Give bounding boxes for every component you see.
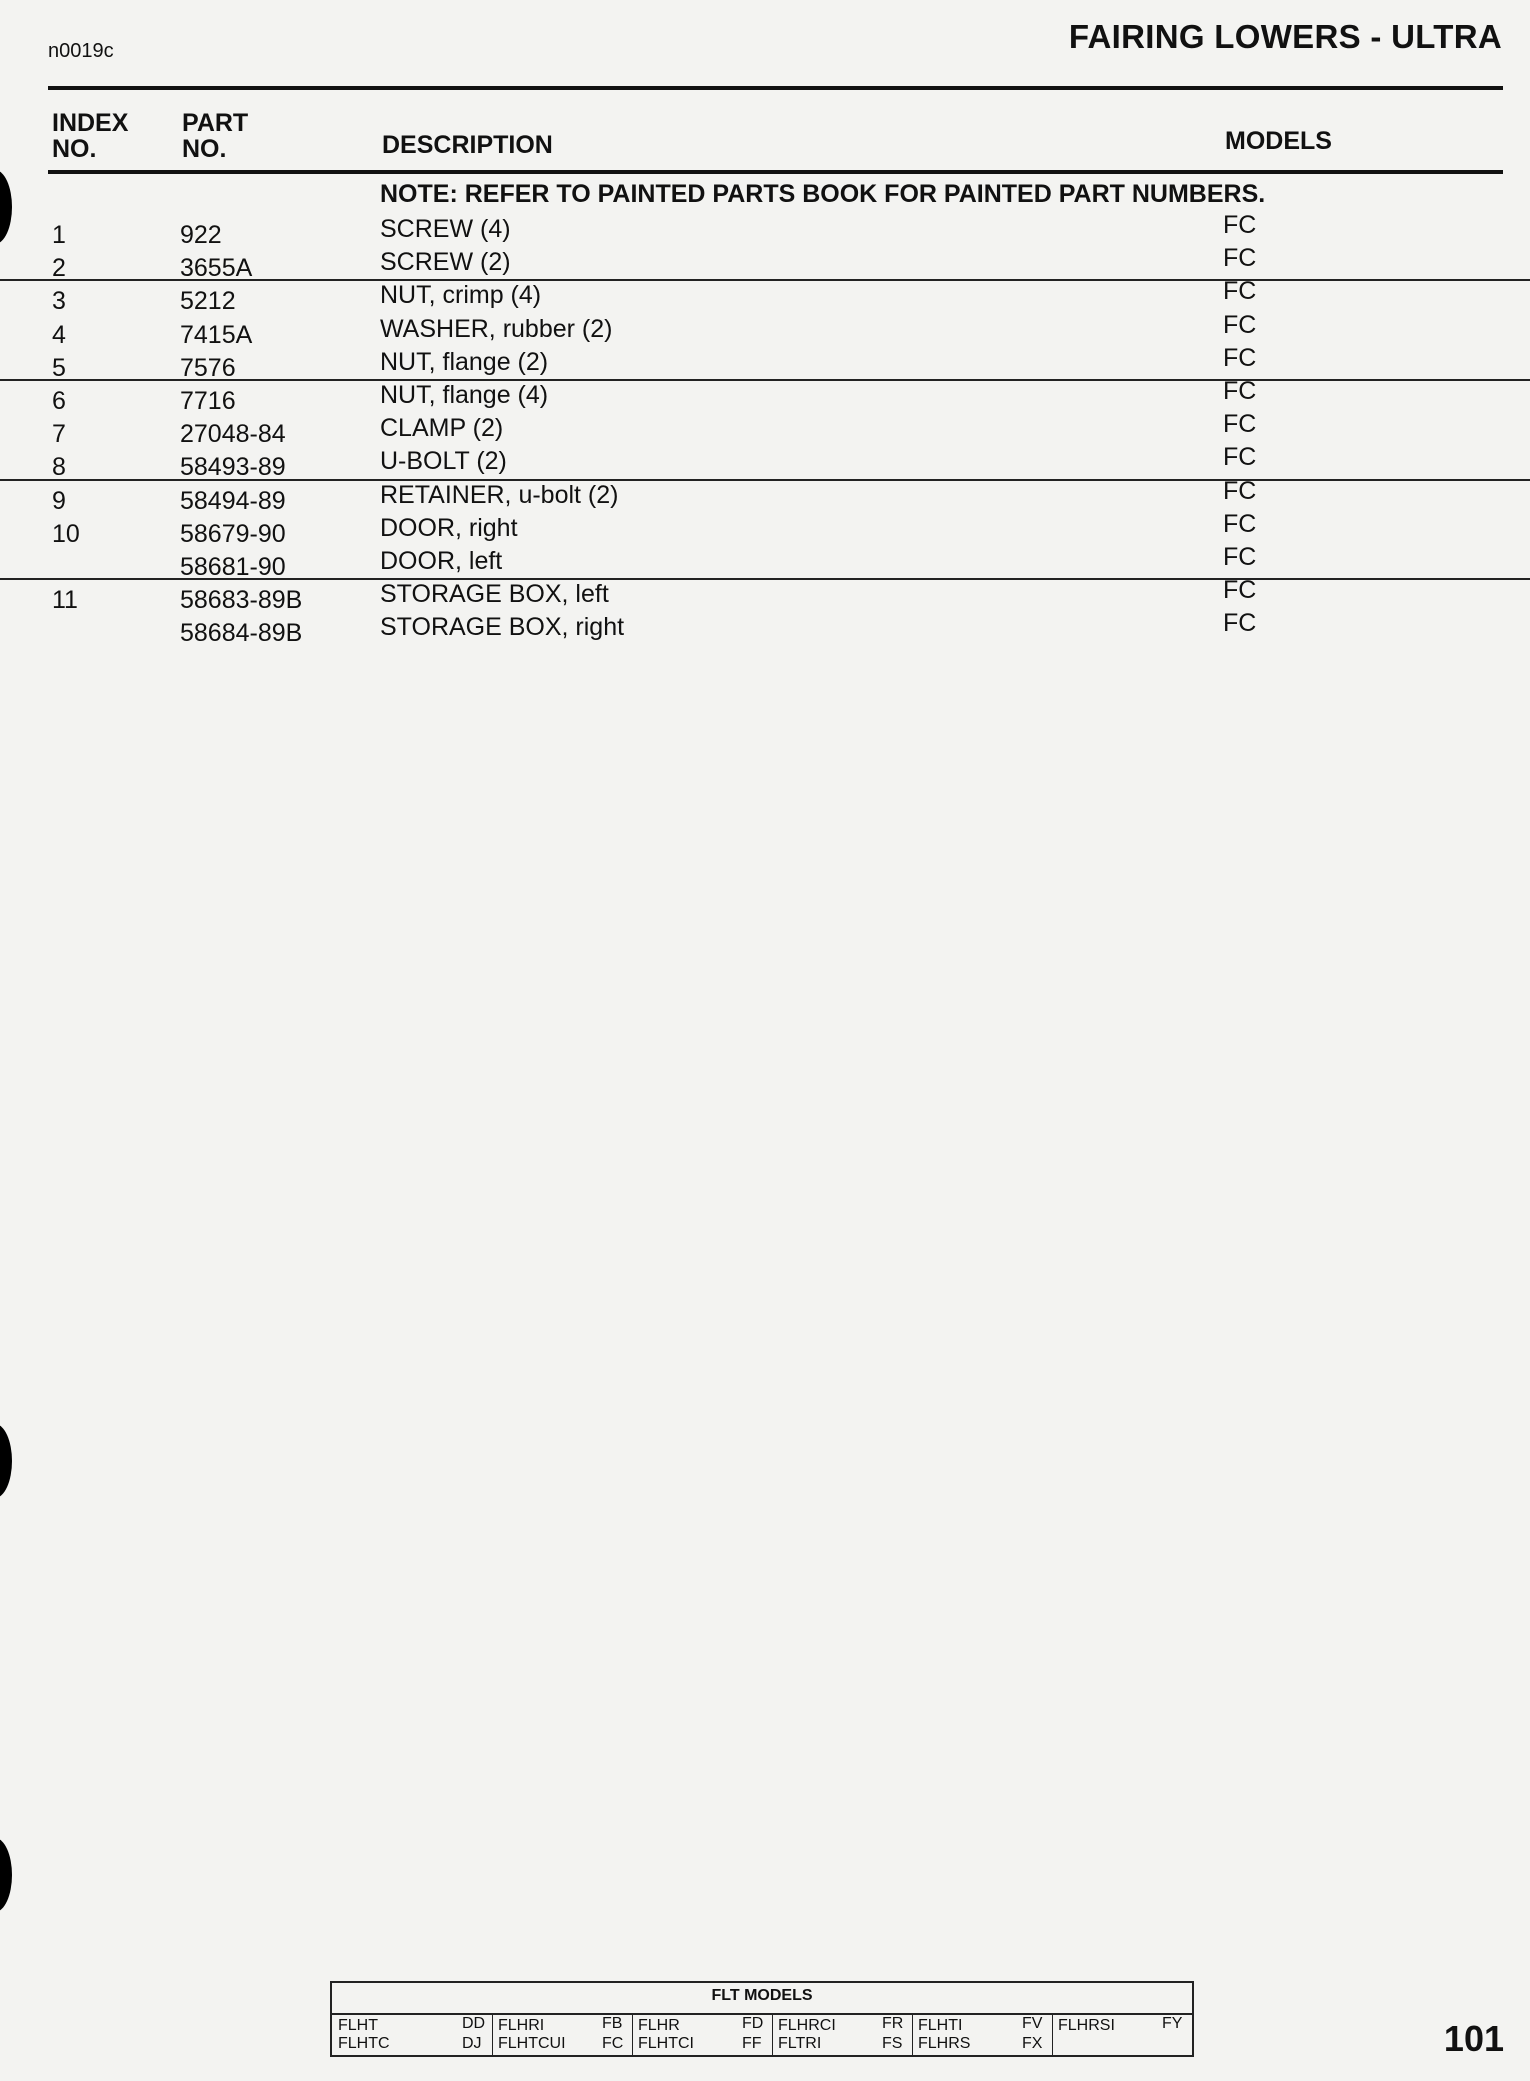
row-index: 11 — [52, 586, 78, 615]
row-models: FC — [1223, 543, 1257, 571]
row-part-number: 58493-89 — [180, 453, 286, 482]
flt-model-name: FLHRS — [918, 2035, 971, 2052]
row-part-number: 922 — [180, 221, 222, 249]
flt-model-code: FB — [602, 2015, 623, 2032]
flt-models-title: FLT MODELS — [711, 1987, 813, 2004]
header-part — [182, 110, 248, 162]
row-part-number: 58679-90 — [180, 519, 286, 548]
flt-model-cell — [492, 2015, 633, 2055]
flt-model-name: FLHT — [338, 2017, 378, 2034]
row-part-number: 7716 — [180, 387, 236, 415]
binder-hole-middle — [0, 1424, 12, 1498]
header-part-line2: NO. — [182, 135, 227, 163]
row-models: FC — [1223, 609, 1257, 638]
flt-model-code: FR — [882, 2015, 904, 2032]
row-models: FC — [1223, 476, 1257, 505]
flt-model-code: FX — [1022, 2035, 1043, 2052]
flt-model-name: FLHTCI — [638, 2035, 694, 2052]
flt-model-name: FLHRI — [498, 2017, 545, 2034]
row-description: NUT, flange (2) — [380, 347, 549, 376]
row-models: FC — [1223, 211, 1257, 239]
row-index: 5 — [52, 353, 66, 382]
row-index: 3 — [52, 287, 66, 316]
row-models: FC — [1223, 377, 1257, 405]
row-index: 8 — [52, 453, 66, 482]
row-part-number: 58681-90 — [180, 553, 286, 581]
table-row — [0, 279, 1530, 314]
header-index-line2: NO. — [52, 135, 97, 163]
row-description: CLAMP (2) — [380, 414, 504, 443]
row-index: 7 — [52, 420, 66, 449]
row-description: STORAGE BOX, left — [380, 580, 609, 609]
row-description: SCREW (4) — [380, 215, 511, 243]
row-part-number: 7415A — [180, 320, 253, 349]
row-models: FC — [1223, 509, 1257, 538]
table-row — [0, 609, 1530, 648]
row-models: FC — [1223, 244, 1257, 273]
table-row — [0, 476, 1530, 515]
row-part-number: 3655A — [180, 254, 253, 283]
row-part-number: 58684-89B — [180, 619, 303, 648]
row-index: 4 — [52, 320, 66, 349]
flt-model-code: FD — [742, 2015, 764, 2032]
row-part-number: 58683-89B — [180, 586, 303, 615]
flt-model-code: FC — [602, 2035, 624, 2052]
flt-model-cell — [772, 2015, 913, 2055]
table-row — [0, 410, 1530, 449]
flt-model-cell — [632, 2015, 773, 2055]
table-row — [0, 310, 1530, 349]
flt-model-name: FLHTI — [918, 2017, 963, 2034]
flt-model-name: FLTRI — [778, 2035, 822, 2052]
row-models: FC — [1223, 310, 1257, 339]
row-description: RETAINER, u-bolt (2) — [380, 480, 619, 509]
row-description: U-BOLT (2) — [380, 447, 507, 476]
header-part-line1: PART — [182, 109, 249, 137]
table-row — [0, 244, 1530, 283]
header-rule — [48, 170, 1503, 174]
flt-model-code: FS — [882, 2035, 903, 2052]
row-index: 9 — [52, 486, 66, 515]
row-description: WASHER, rubber (2) — [380, 314, 613, 343]
table-row — [0, 543, 1530, 581]
row-part-number: 7576 — [180, 353, 236, 382]
row-description: NUT, crimp (4) — [380, 281, 542, 310]
table-row — [0, 379, 1530, 414]
row-part-number: 27048-84 — [180, 420, 286, 449]
table-row — [0, 509, 1530, 548]
painted-parts-note: NOTE: REFER TO PAINTED PARTS BOOK FOR PAINTED PART NUMBERS. — [380, 180, 1266, 208]
row-index: 10 — [52, 519, 80, 548]
table-row — [0, 578, 1530, 613]
header-index-line1: INDEX — [52, 109, 129, 137]
row-models: FC — [1223, 410, 1257, 439]
header-description: DESCRIPTION — [382, 131, 553, 159]
flt-model-code: DD — [462, 2015, 486, 2032]
binder-hole-bottom — [0, 1838, 12, 1912]
row-description: NUT, flange (4) — [380, 381, 549, 409]
flt-model-cell — [912, 2015, 1053, 2055]
flt-models-box — [330, 1981, 1194, 2057]
flt-model-name: FLHRSI — [1058, 2017, 1115, 2034]
table-row — [0, 343, 1530, 382]
flt-model-code: FV — [1022, 2015, 1043, 2032]
flt-model-cell — [1052, 2015, 1192, 2055]
row-index: 6 — [52, 387, 66, 415]
row-index: 2 — [52, 254, 66, 283]
row-models: FC — [1223, 443, 1257, 472]
row-index: 1 — [52, 221, 66, 249]
row-models: FC — [1223, 343, 1257, 372]
row-description: SCREW (2) — [380, 248, 511, 277]
table-row — [0, 211, 1530, 249]
flt-model-code: DJ — [462, 2035, 482, 2052]
row-description: STORAGE BOX, right — [380, 613, 625, 642]
header-index — [52, 110, 128, 162]
row-part-number: 58494-89 — [180, 486, 286, 515]
flt-model-name: FLHRCI — [778, 2017, 836, 2034]
table-row — [0, 443, 1530, 482]
row-description: DOOR, right — [380, 513, 518, 542]
top-rule — [48, 86, 1503, 90]
row-description: DOOR, left — [380, 547, 503, 575]
flt-model-name: FLHTCUI — [498, 2035, 566, 2052]
flt-model-name: FLHR — [638, 2017, 680, 2034]
header-models: MODELS — [1225, 127, 1332, 155]
page-title: FAIRING LOWERS - ULTRA — [1068, 18, 1502, 55]
flt-model-name: FLHTC — [338, 2035, 390, 2052]
flt-model-cell — [332, 2015, 493, 2055]
row-models: FC — [1223, 277, 1257, 306]
page-code: n0019c — [48, 40, 114, 62]
row-part-number: 5212 — [180, 287, 236, 316]
flt-model-code: FF — [742, 2035, 762, 2052]
flt-model-code: FY — [1162, 2015, 1183, 2032]
page-number: 101 — [1443, 2018, 1504, 2059]
row-models: FC — [1223, 576, 1257, 605]
